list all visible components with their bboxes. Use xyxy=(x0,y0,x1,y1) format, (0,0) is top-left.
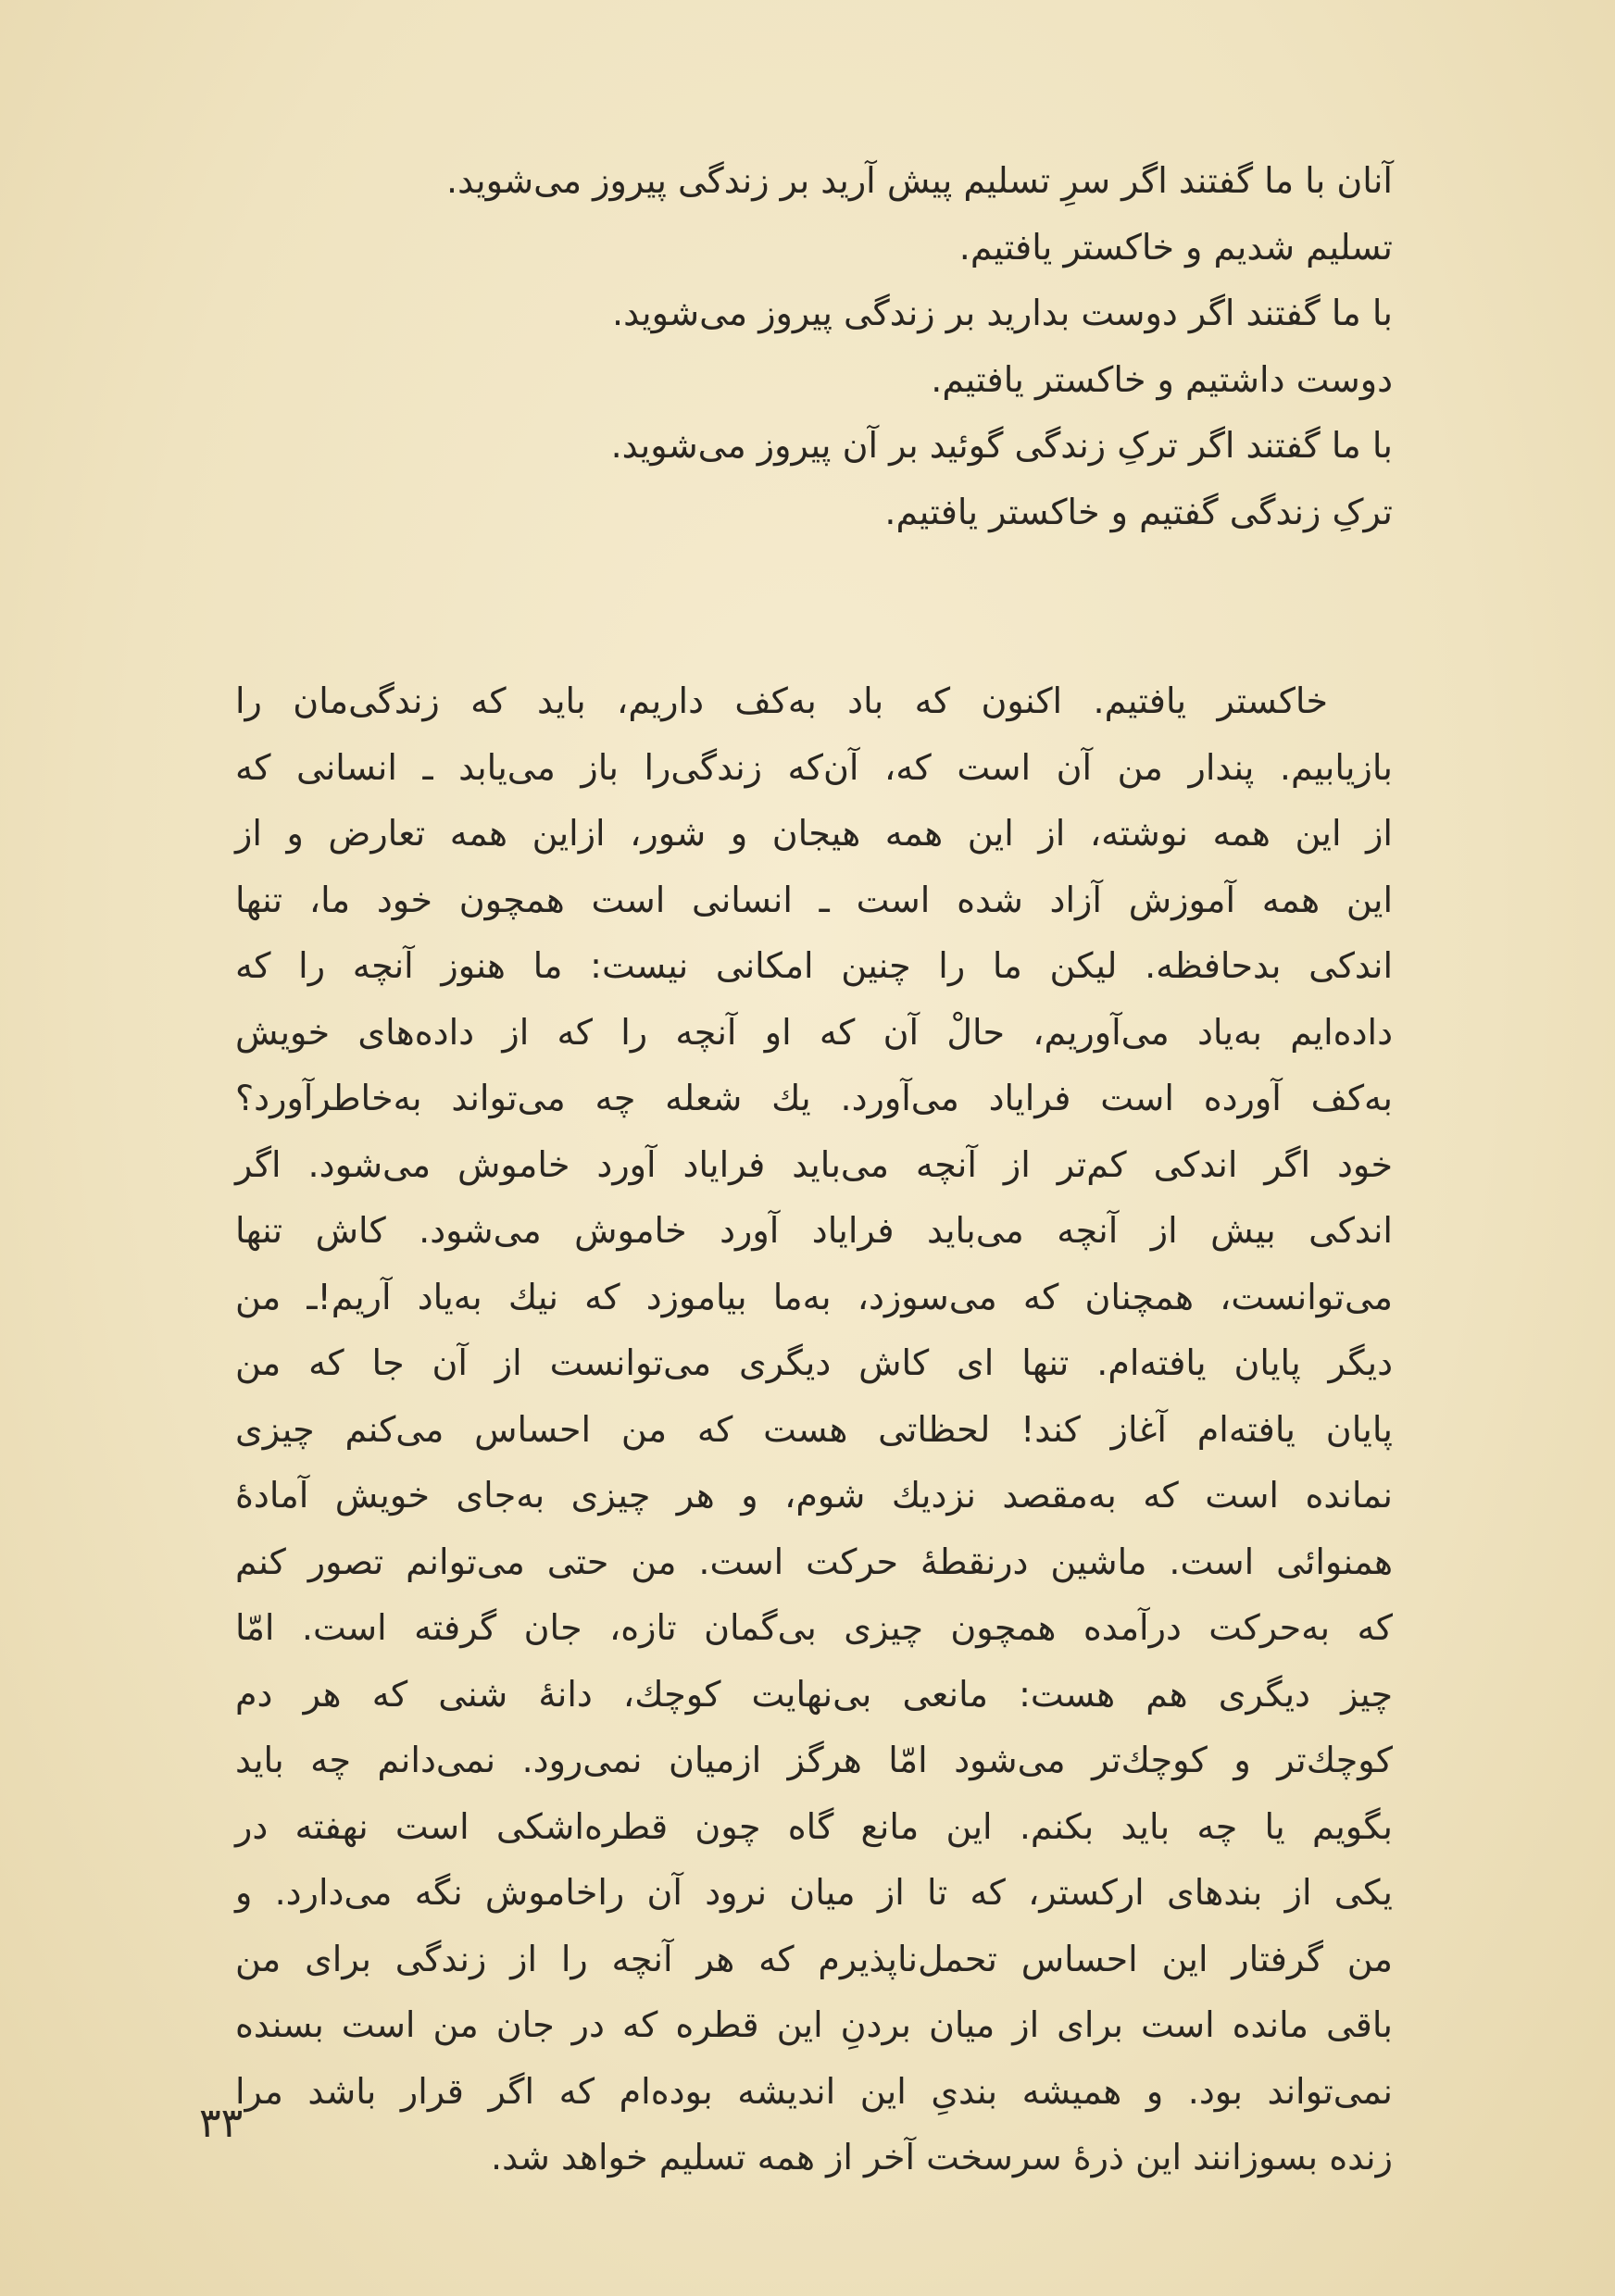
poem-line: تسلیم شدیم و خاکستر یافتیم. xyxy=(958,226,1393,268)
prose-line: داده‌ایم به‌یاد می‌آوریم، حالْ آن که او آنچه را که از داده‌های خویش xyxy=(235,1011,1393,1053)
poem-line: دوست داشتیم و خاکستر یافتیم. xyxy=(931,358,1393,400)
prose-line: بگویم یا چه باید بکنم. این مانع گاه چون قطره‌اشکی است نهفته در xyxy=(235,1805,1393,1847)
poem-stanza xyxy=(244,148,1393,545)
prose-line: نمانده است که به‌مقصد نزدیك شوم، و هر چیزی به‌جای خویش آمادۀ xyxy=(235,1475,1393,1516)
prose-line: خود اگر اندکی کم‌تر از آنچه می‌باید فرایاد آورد خاموش می‌شود. اگر xyxy=(235,1143,1393,1185)
prose-line: اندکی بدحافظه. لیکن ما را چنین امکانی نیست: ما هنوز آنچه را که xyxy=(235,945,1393,986)
prose-line: من گرفتار این احساس تحمل‌ناپذیرم که هر آنچه را از زندگی برای من xyxy=(235,1938,1393,1979)
page-number: ۳۳ xyxy=(199,2100,244,2147)
prose-line: یکی از بندهای ارکستر، که تا از میان نرود آن راخاموش نگه می‌دارد. و xyxy=(235,1872,1393,1913)
prose-line: پایان یافته‌ام آغاز کند! لحظاتی هست که من احساس می‌کنم چیزی xyxy=(235,1408,1393,1450)
prose-line: اندکی بیش از آنچه می‌باید فرایاد آورد خاموش می‌شود. کاش تنها xyxy=(235,1210,1393,1251)
poem-line: با ما گفتند اگر ترکِ زندگی گوئید بر آن پیروز می‌شوید. xyxy=(610,425,1393,466)
prose-line: زنده بسوزانند این ذرۀ سرسخت آخر از همه تسلیم خواهد شد. xyxy=(491,2137,1393,2177)
prose-line: این همه آموزش آزاد شده است ـ انسانی است همچون خود ما، تنها xyxy=(235,879,1393,920)
prose-line: همنوائی است. ماشین درنقطۀ حرکت است. من حتی می‌توانم تصور کنم xyxy=(235,1541,1393,1582)
prose-line: به‌کف آورده است فرایاد می‌آورد. یك شعله چه می‌تواند به‌خاطرآورد؟ xyxy=(235,1078,1393,1118)
poem-line: با ما گفتند اگر دوست بدارید بر زندگی پیروز می‌شوید. xyxy=(612,293,1393,333)
prose-paragraph xyxy=(235,668,1393,2191)
prose-line: خاکستر یافتیم. اکنون که باد به‌کف داریم، باید که زندگی‌مان را xyxy=(235,680,1328,721)
prose-line: کوچك‌تر و کوچك‌تر می‌شود امّا هرگز ازمیان نمی‌رود. نمی‌دانم چه باید xyxy=(235,1740,1393,1780)
poem-line: آنان با ما گفتند اگر سرِ تسلیم پیش آرید بر زندگی پیروز می‌شوید. xyxy=(446,160,1393,201)
prose-line: باقی مانده است برای از میان بردنِ این قطره که در جان من است بسنده xyxy=(235,2004,1393,2045)
prose-line: دیگر پایان یافته‌ام. تنها ای کاش دیگری می‌توانست از آن جا که من xyxy=(235,1342,1393,1383)
prose-line: که به‌حرکت درآمده همچون چیزی بی‌گمان تازه، جان گرفته است. امّا xyxy=(235,1607,1393,1648)
prose-line: چیز دیگری هم هست: مانعی بی‌نهایت کوچك، دانۀ شنی که هر دم xyxy=(235,1673,1393,1715)
prose-line: نمی‌تواند بود. و همیشه بندیِ این اندیشه بوده‌ام که اگر قرار باشد مرا xyxy=(235,2070,1393,2112)
prose-line: از این همه نوشته، از این همه هیجان و شور، ازاین همه تعارض و از xyxy=(235,813,1393,854)
prose-line: بازیابیم. پندار من آن است که، آن‌که زندگی‌را باز می‌یابد ـ انسانی که xyxy=(235,746,1393,788)
poem-line: ترکِ زندگی گفتیم و خاکستر یافتیم. xyxy=(884,491,1393,532)
prose-line: می‌توانست، همچنان که می‌سوزد، به‌ما بیاموزد که نیك به‌یاد آریم!ـ من xyxy=(235,1276,1393,1317)
